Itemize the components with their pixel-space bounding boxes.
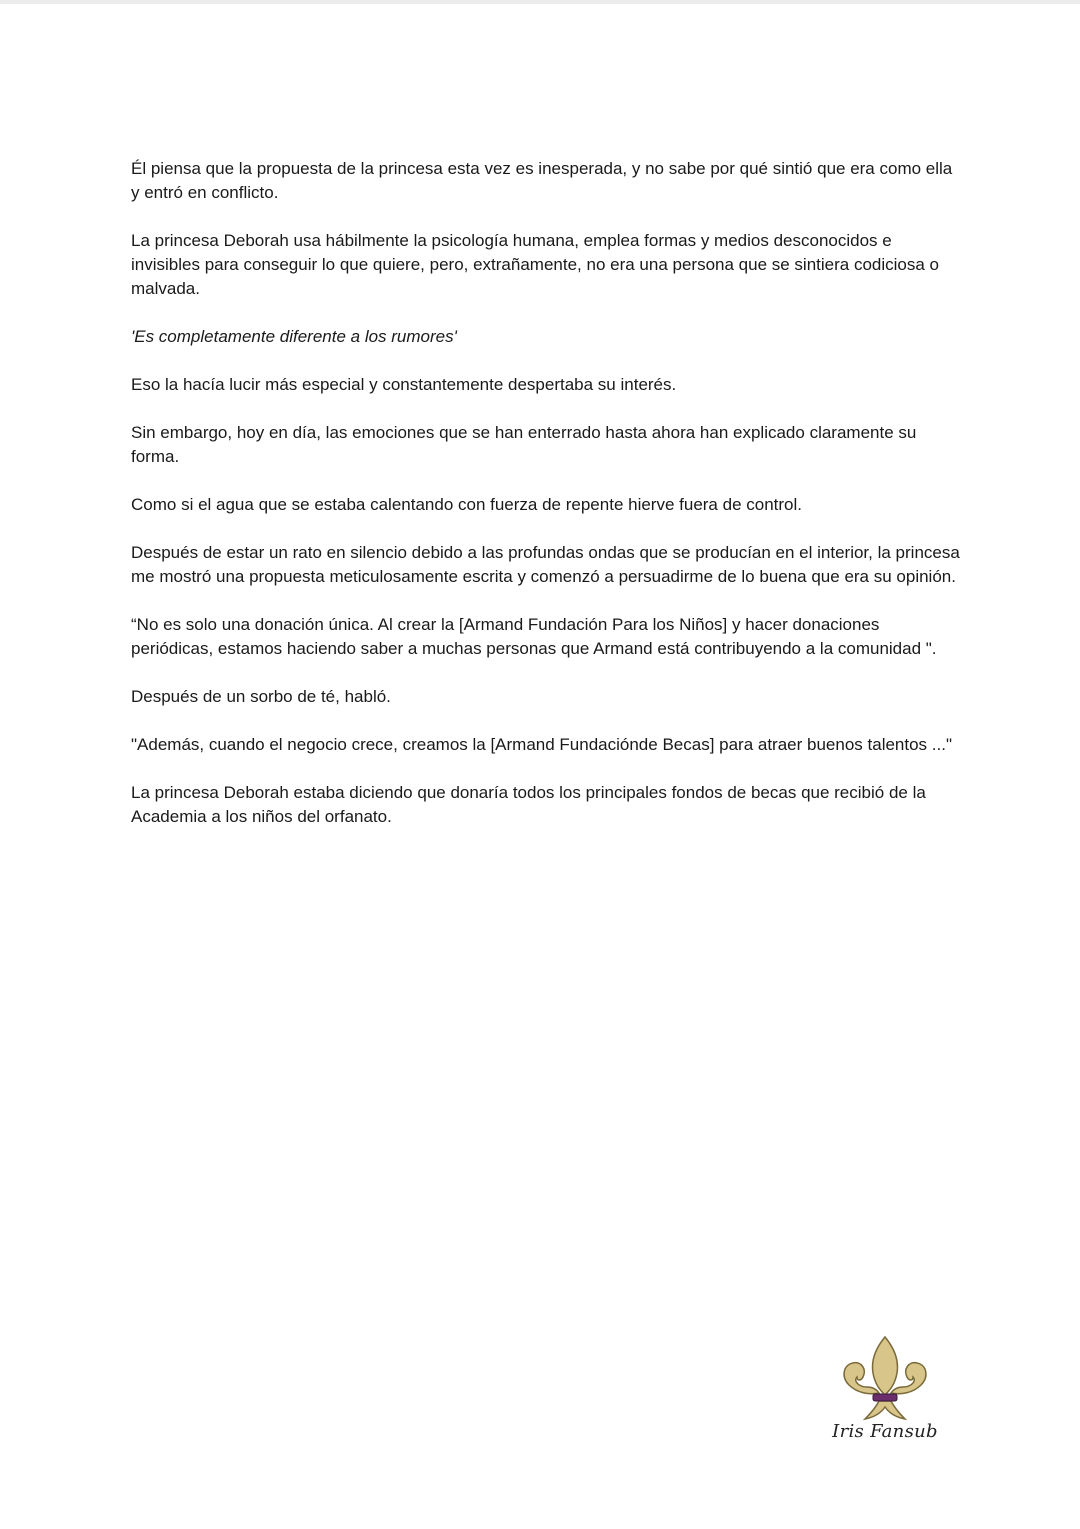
document-body bbox=[131, 157, 961, 853]
paragraph: Como si el agua que se estaba calentando con fuerza de repente hierve fuera de control. bbox=[131, 495, 802, 514]
paragraph: Él piensa que la propuesta de la princesa esta vez es inesperada, y no sabe por qué sintió que era como ella y entró en conflicto. bbox=[131, 159, 953, 202]
paragraph: Después de estar un rato en silencio debido a las profundas ondas que se producían en el interior, la princesa me mostró una propuesta meticulosamente escrita y comenzó a persuadirme de lo buena que era su opinión. bbox=[131, 543, 960, 586]
paragraph: La princesa Deborah usa hábilmente la psicología humana, emplea formas y medios desconocidos e invisibles para conseguir lo que quiere, pero, extrañamente, no era una persona que se sintiera codiciosa o malvada. bbox=[131, 231, 939, 298]
top-border bbox=[0, 0, 1080, 4]
paragraph-italic-quote: 'Es completamente diferente a los rumores' bbox=[131, 327, 457, 346]
paragraph: "Además, cuando el negocio crece, creamos la [Armand Fundaciónde Becas] para atraer buenos talentos ..." bbox=[131, 735, 952, 754]
paragraph: “No es solo una donación única. Al crear la [Armand Fundación Para los Niños] y hacer donaciones periódicas, estamos haciendo saber a muchas personas que Armand está contribuyendo a la comunidad ". bbox=[131, 615, 937, 658]
paragraph: Sin embargo, hoy en día, las emociones que se han enterrado hasta ahora han explicado claramente su forma. bbox=[131, 423, 917, 466]
watermark-logo bbox=[830, 1335, 940, 1455]
paragraph: Después de un sorbo de té, habló. bbox=[131, 687, 391, 706]
watermark-text: Iris Fansub bbox=[832, 1421, 938, 1442]
paragraph: La princesa Deborah estaba diciendo que donaría todos los principales fondos de becas que recibió de la Academia a los niños del orfanato. bbox=[131, 783, 926, 826]
paragraph: Eso la hacía lucir más especial y constantemente despertaba su interés. bbox=[131, 375, 677, 394]
